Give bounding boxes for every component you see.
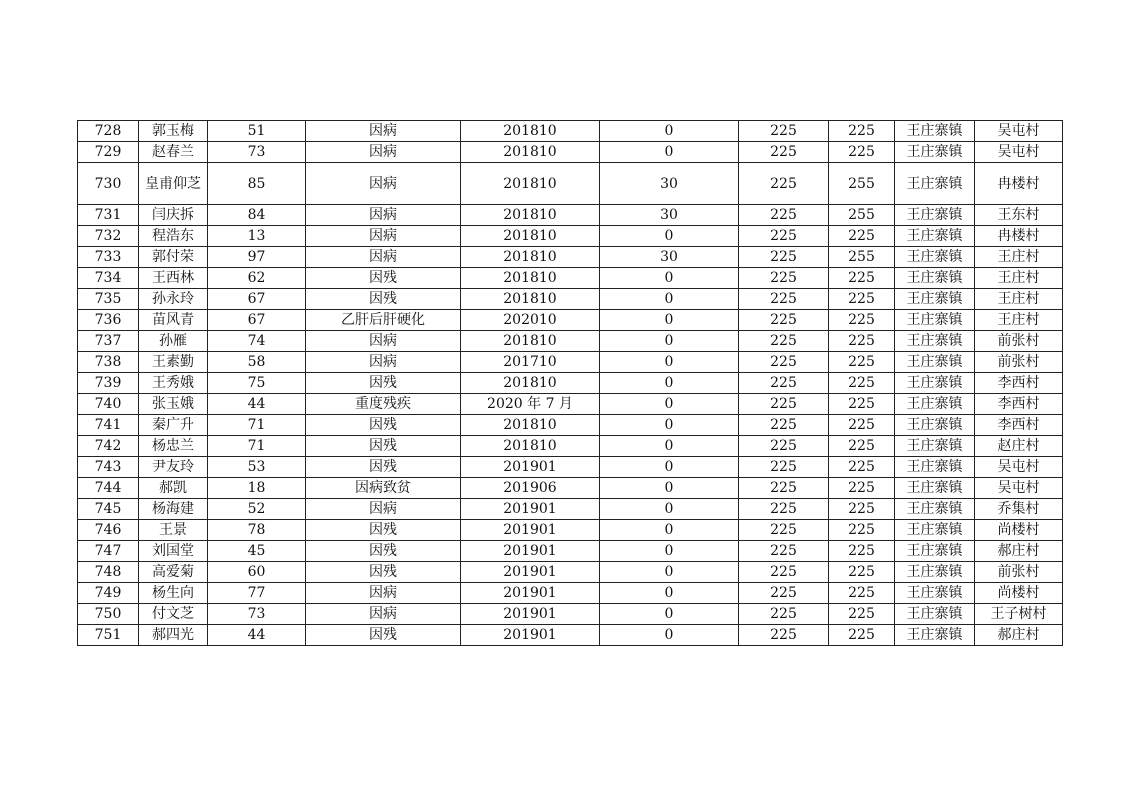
row-number-cell: 741 <box>78 415 139 436</box>
village-cell: 尚楼村 <box>975 583 1063 604</box>
table-body <box>78 121 1063 646</box>
base-amount-cell: 225 <box>739 289 829 310</box>
date-cell: 201901 <box>461 604 600 625</box>
town-cell: 王庄寨镇 <box>895 583 975 604</box>
extra-amount-cell: 0 <box>600 331 739 352</box>
extra-amount-cell: 0 <box>600 226 739 247</box>
reason-cell: 因残 <box>306 562 461 583</box>
date-cell: 201901 <box>461 520 600 541</box>
town-cell: 王庄寨镇 <box>895 625 975 646</box>
base-amount-cell: 225 <box>739 268 829 289</box>
base-amount-cell: 225 <box>739 499 829 520</box>
age-cell: 73 <box>208 142 306 163</box>
extra-amount-cell: 0 <box>600 373 739 394</box>
base-amount-cell: 225 <box>739 226 829 247</box>
row-number-cell: 744 <box>78 478 139 499</box>
town-cell: 王庄寨镇 <box>895 562 975 583</box>
age-cell: 71 <box>208 436 306 457</box>
date-cell: 201810 <box>461 436 600 457</box>
town-cell: 王庄寨镇 <box>895 310 975 331</box>
extra-amount-cell: 0 <box>600 415 739 436</box>
base-amount-cell: 225 <box>739 394 829 415</box>
row-number-cell: 732 <box>78 226 139 247</box>
village-cell: 前张村 <box>975 331 1063 352</box>
age-cell: 44 <box>208 394 306 415</box>
age-cell: 71 <box>208 415 306 436</box>
row-number-cell: 735 <box>78 289 139 310</box>
date-cell: 201810 <box>461 373 600 394</box>
total-amount-cell: 225 <box>829 562 895 583</box>
village-cell: 赵庄村 <box>975 436 1063 457</box>
age-cell: 67 <box>208 289 306 310</box>
village-cell: 王东村 <box>975 205 1063 226</box>
age-cell: 45 <box>208 541 306 562</box>
row-number-cell: 733 <box>78 247 139 268</box>
age-cell: 52 <box>208 499 306 520</box>
date-cell: 201710 <box>461 352 600 373</box>
age-cell: 73 <box>208 604 306 625</box>
base-amount-cell: 225 <box>739 436 829 457</box>
extra-amount-cell: 0 <box>600 499 739 520</box>
town-cell: 王庄寨镇 <box>895 457 975 478</box>
extra-amount-cell: 0 <box>600 436 739 457</box>
data-table <box>77 120 1063 646</box>
reason-cell: 因病 <box>306 121 461 142</box>
village-cell: 冉楼村 <box>975 163 1063 205</box>
table-row <box>78 499 1063 520</box>
base-amount-cell: 225 <box>739 625 829 646</box>
village-cell: 王庄村 <box>975 268 1063 289</box>
reason-cell: 因残 <box>306 373 461 394</box>
table-row <box>78 247 1063 268</box>
age-cell: 53 <box>208 457 306 478</box>
total-amount-cell: 255 <box>829 247 895 268</box>
reason-cell: 因病致贫 <box>306 478 461 499</box>
total-amount-cell: 225 <box>829 625 895 646</box>
table-row <box>78 394 1063 415</box>
reason-cell: 因病 <box>306 499 461 520</box>
extra-amount-cell: 0 <box>600 625 739 646</box>
age-cell: 77 <box>208 583 306 604</box>
reason-cell: 因病 <box>306 226 461 247</box>
row-number-cell: 749 <box>78 583 139 604</box>
town-cell: 王庄寨镇 <box>895 478 975 499</box>
table-row <box>78 457 1063 478</box>
base-amount-cell: 225 <box>739 373 829 394</box>
age-cell: 13 <box>208 226 306 247</box>
base-amount-cell: 225 <box>739 478 829 499</box>
table-row <box>78 436 1063 457</box>
town-cell: 王庄寨镇 <box>895 205 975 226</box>
name-cell: 王秀娥 <box>139 373 208 394</box>
total-amount-cell: 225 <box>829 121 895 142</box>
age-cell: 58 <box>208 352 306 373</box>
name-cell: 付文芝 <box>139 604 208 625</box>
date-cell: 201901 <box>461 499 600 520</box>
base-amount-cell: 225 <box>739 163 829 205</box>
age-cell: 75 <box>208 373 306 394</box>
date-cell: 201810 <box>461 142 600 163</box>
row-number-cell: 750 <box>78 604 139 625</box>
age-cell: 44 <box>208 625 306 646</box>
base-amount-cell: 225 <box>739 247 829 268</box>
village-cell: 郝庄村 <box>975 625 1063 646</box>
extra-amount-cell: 30 <box>600 163 739 205</box>
table-row <box>78 163 1063 205</box>
extra-amount-cell: 0 <box>600 310 739 331</box>
row-number-cell: 736 <box>78 310 139 331</box>
table-row <box>78 226 1063 247</box>
name-cell: 秦广升 <box>139 415 208 436</box>
date-cell: 201810 <box>461 121 600 142</box>
town-cell: 王庄寨镇 <box>895 289 975 310</box>
base-amount-cell: 225 <box>739 331 829 352</box>
village-cell: 吴屯村 <box>975 478 1063 499</box>
name-cell: 郝凯 <box>139 478 208 499</box>
town-cell: 王庄寨镇 <box>895 226 975 247</box>
town-cell: 王庄寨镇 <box>895 142 975 163</box>
village-cell: 李西村 <box>975 373 1063 394</box>
town-cell: 王庄寨镇 <box>895 436 975 457</box>
name-cell: 张玉娥 <box>139 394 208 415</box>
age-cell: 74 <box>208 331 306 352</box>
town-cell: 王庄寨镇 <box>895 415 975 436</box>
date-cell: 201901 <box>461 457 600 478</box>
reason-cell: 因病 <box>306 142 461 163</box>
name-cell: 郭玉梅 <box>139 121 208 142</box>
row-number-cell: 734 <box>78 268 139 289</box>
reason-cell: 因残 <box>306 520 461 541</box>
date-cell: 201810 <box>461 163 600 205</box>
base-amount-cell: 225 <box>739 541 829 562</box>
base-amount-cell: 225 <box>739 121 829 142</box>
name-cell: 王素勤 <box>139 352 208 373</box>
total-amount-cell: 225 <box>829 457 895 478</box>
total-amount-cell: 255 <box>829 163 895 205</box>
table-row <box>78 142 1063 163</box>
reason-cell: 因残 <box>306 268 461 289</box>
date-cell: 202010 <box>461 310 600 331</box>
row-number-cell: 748 <box>78 562 139 583</box>
row-number-cell: 737 <box>78 331 139 352</box>
extra-amount-cell: 0 <box>600 541 739 562</box>
name-cell: 孙永玲 <box>139 289 208 310</box>
total-amount-cell: 225 <box>829 142 895 163</box>
village-cell: 尚楼村 <box>975 520 1063 541</box>
extra-amount-cell: 0 <box>600 268 739 289</box>
row-number-cell: 739 <box>78 373 139 394</box>
town-cell: 王庄寨镇 <box>895 373 975 394</box>
date-cell: 201906 <box>461 478 600 499</box>
date-cell: 201810 <box>461 247 600 268</box>
name-cell: 孙雁 <box>139 331 208 352</box>
age-cell: 97 <box>208 247 306 268</box>
table-row <box>78 373 1063 394</box>
village-cell: 王庄村 <box>975 289 1063 310</box>
date-cell: 201810 <box>461 268 600 289</box>
total-amount-cell: 225 <box>829 478 895 499</box>
date-cell: 201810 <box>461 205 600 226</box>
row-number-cell: 745 <box>78 499 139 520</box>
village-cell: 吴屯村 <box>975 457 1063 478</box>
extra-amount-cell: 0 <box>600 478 739 499</box>
total-amount-cell: 225 <box>829 310 895 331</box>
reason-cell: 因病 <box>306 163 461 205</box>
age-cell: 18 <box>208 478 306 499</box>
reason-cell: 因残 <box>306 415 461 436</box>
reason-cell: 因残 <box>306 289 461 310</box>
extra-amount-cell: 0 <box>600 142 739 163</box>
town-cell: 王庄寨镇 <box>895 520 975 541</box>
age-cell: 85 <box>208 163 306 205</box>
table-row <box>78 583 1063 604</box>
reason-cell: 因病 <box>306 352 461 373</box>
name-cell: 尹友玲 <box>139 457 208 478</box>
village-cell: 李西村 <box>975 394 1063 415</box>
base-amount-cell: 225 <box>739 352 829 373</box>
table-row <box>78 520 1063 541</box>
village-cell: 王庄村 <box>975 310 1063 331</box>
table-row <box>78 268 1063 289</box>
name-cell: 杨生向 <box>139 583 208 604</box>
reason-cell: 因病 <box>306 583 461 604</box>
reason-cell: 因残 <box>306 625 461 646</box>
extra-amount-cell: 0 <box>600 520 739 541</box>
extra-amount-cell: 0 <box>600 562 739 583</box>
row-number-cell: 731 <box>78 205 139 226</box>
town-cell: 王庄寨镇 <box>895 394 975 415</box>
village-cell: 吴屯村 <box>975 121 1063 142</box>
name-cell: 郝四光 <box>139 625 208 646</box>
total-amount-cell: 225 <box>829 373 895 394</box>
age-cell: 78 <box>208 520 306 541</box>
table-row <box>78 352 1063 373</box>
total-amount-cell: 225 <box>829 415 895 436</box>
table-row <box>78 478 1063 499</box>
base-amount-cell: 225 <box>739 310 829 331</box>
town-cell: 王庄寨镇 <box>895 499 975 520</box>
table-row <box>78 625 1063 646</box>
reason-cell: 重度残疾 <box>306 394 461 415</box>
extra-amount-cell: 0 <box>600 583 739 604</box>
total-amount-cell: 225 <box>829 331 895 352</box>
village-cell: 王庄村 <box>975 247 1063 268</box>
age-cell: 62 <box>208 268 306 289</box>
name-cell: 刘国堂 <box>139 541 208 562</box>
reason-cell: 因病 <box>306 604 461 625</box>
row-number-cell: 743 <box>78 457 139 478</box>
village-cell: 冉楼村 <box>975 226 1063 247</box>
age-cell: 67 <box>208 310 306 331</box>
town-cell: 王庄寨镇 <box>895 247 975 268</box>
total-amount-cell: 225 <box>829 289 895 310</box>
row-number-cell: 746 <box>78 520 139 541</box>
total-amount-cell: 225 <box>829 394 895 415</box>
date-cell: 201901 <box>461 541 600 562</box>
base-amount-cell: 225 <box>739 415 829 436</box>
village-cell: 前张村 <box>975 352 1063 373</box>
extra-amount-cell: 0 <box>600 394 739 415</box>
village-cell: 吴屯村 <box>975 142 1063 163</box>
total-amount-cell: 225 <box>829 541 895 562</box>
name-cell: 王景 <box>139 520 208 541</box>
name-cell: 王西林 <box>139 268 208 289</box>
name-cell: 程浩东 <box>139 226 208 247</box>
row-number-cell: 738 <box>78 352 139 373</box>
extra-amount-cell: 0 <box>600 121 739 142</box>
reason-cell: 因残 <box>306 457 461 478</box>
row-number-cell: 742 <box>78 436 139 457</box>
date-cell: 201810 <box>461 289 600 310</box>
town-cell: 王庄寨镇 <box>895 163 975 205</box>
table-row <box>78 205 1063 226</box>
village-cell: 前张村 <box>975 562 1063 583</box>
total-amount-cell: 225 <box>829 436 895 457</box>
village-cell: 李西村 <box>975 415 1063 436</box>
table-row <box>78 121 1063 142</box>
total-amount-cell: 225 <box>829 499 895 520</box>
age-cell: 51 <box>208 121 306 142</box>
base-amount-cell: 225 <box>739 562 829 583</box>
row-number-cell: 730 <box>78 163 139 205</box>
date-cell: 201810 <box>461 226 600 247</box>
village-cell: 郝庄村 <box>975 541 1063 562</box>
name-cell: 苗风青 <box>139 310 208 331</box>
table-row <box>78 604 1063 625</box>
name-cell: 郭付荣 <box>139 247 208 268</box>
table-row <box>78 310 1063 331</box>
base-amount-cell: 225 <box>739 583 829 604</box>
base-amount-cell: 225 <box>739 142 829 163</box>
date-cell: 201901 <box>461 583 600 604</box>
reason-cell: 因病 <box>306 247 461 268</box>
total-amount-cell: 225 <box>829 520 895 541</box>
town-cell: 王庄寨镇 <box>895 331 975 352</box>
reason-cell: 乙肝后肝硬化 <box>306 310 461 331</box>
name-cell: 皇甫仰芝 <box>139 163 208 205</box>
extra-amount-cell: 0 <box>600 604 739 625</box>
base-amount-cell: 225 <box>739 457 829 478</box>
date-cell: 201810 <box>461 331 600 352</box>
reason-cell: 因残 <box>306 436 461 457</box>
town-cell: 王庄寨镇 <box>895 352 975 373</box>
table-row <box>78 289 1063 310</box>
base-amount-cell: 225 <box>739 520 829 541</box>
age-cell: 84 <box>208 205 306 226</box>
reason-cell: 因病 <box>306 331 461 352</box>
name-cell: 赵春兰 <box>139 142 208 163</box>
table-row <box>78 415 1063 436</box>
extra-amount-cell: 0 <box>600 352 739 373</box>
town-cell: 王庄寨镇 <box>895 268 975 289</box>
town-cell: 王庄寨镇 <box>895 541 975 562</box>
row-number-cell: 740 <box>78 394 139 415</box>
extra-amount-cell: 30 <box>600 247 739 268</box>
table-row <box>78 331 1063 352</box>
name-cell: 高爱菊 <box>139 562 208 583</box>
name-cell: 闫庆拆 <box>139 205 208 226</box>
row-number-cell: 747 <box>78 541 139 562</box>
name-cell: 杨忠兰 <box>139 436 208 457</box>
base-amount-cell: 225 <box>739 205 829 226</box>
extra-amount-cell: 0 <box>600 457 739 478</box>
village-cell: 乔集村 <box>975 499 1063 520</box>
total-amount-cell: 225 <box>829 352 895 373</box>
extra-amount-cell: 30 <box>600 205 739 226</box>
base-amount-cell: 225 <box>739 604 829 625</box>
row-number-cell: 729 <box>78 142 139 163</box>
date-cell: 2020 年 7 月 <box>461 394 600 415</box>
total-amount-cell: 225 <box>829 583 895 604</box>
town-cell: 王庄寨镇 <box>895 121 975 142</box>
total-amount-cell: 225 <box>829 268 895 289</box>
date-cell: 201901 <box>461 562 600 583</box>
table-row <box>78 541 1063 562</box>
reason-cell: 因残 <box>306 541 461 562</box>
row-number-cell: 751 <box>78 625 139 646</box>
total-amount-cell: 255 <box>829 205 895 226</box>
date-cell: 201810 <box>461 415 600 436</box>
town-cell: 王庄寨镇 <box>895 604 975 625</box>
name-cell: 杨海建 <box>139 499 208 520</box>
age-cell: 60 <box>208 562 306 583</box>
date-cell: 201901 <box>461 625 600 646</box>
extra-amount-cell: 0 <box>600 289 739 310</box>
row-number-cell: 728 <box>78 121 139 142</box>
reason-cell: 因病 <box>306 205 461 226</box>
table-row <box>78 562 1063 583</box>
total-amount-cell: 225 <box>829 226 895 247</box>
village-cell: 王子树村 <box>975 604 1063 625</box>
total-amount-cell: 225 <box>829 604 895 625</box>
